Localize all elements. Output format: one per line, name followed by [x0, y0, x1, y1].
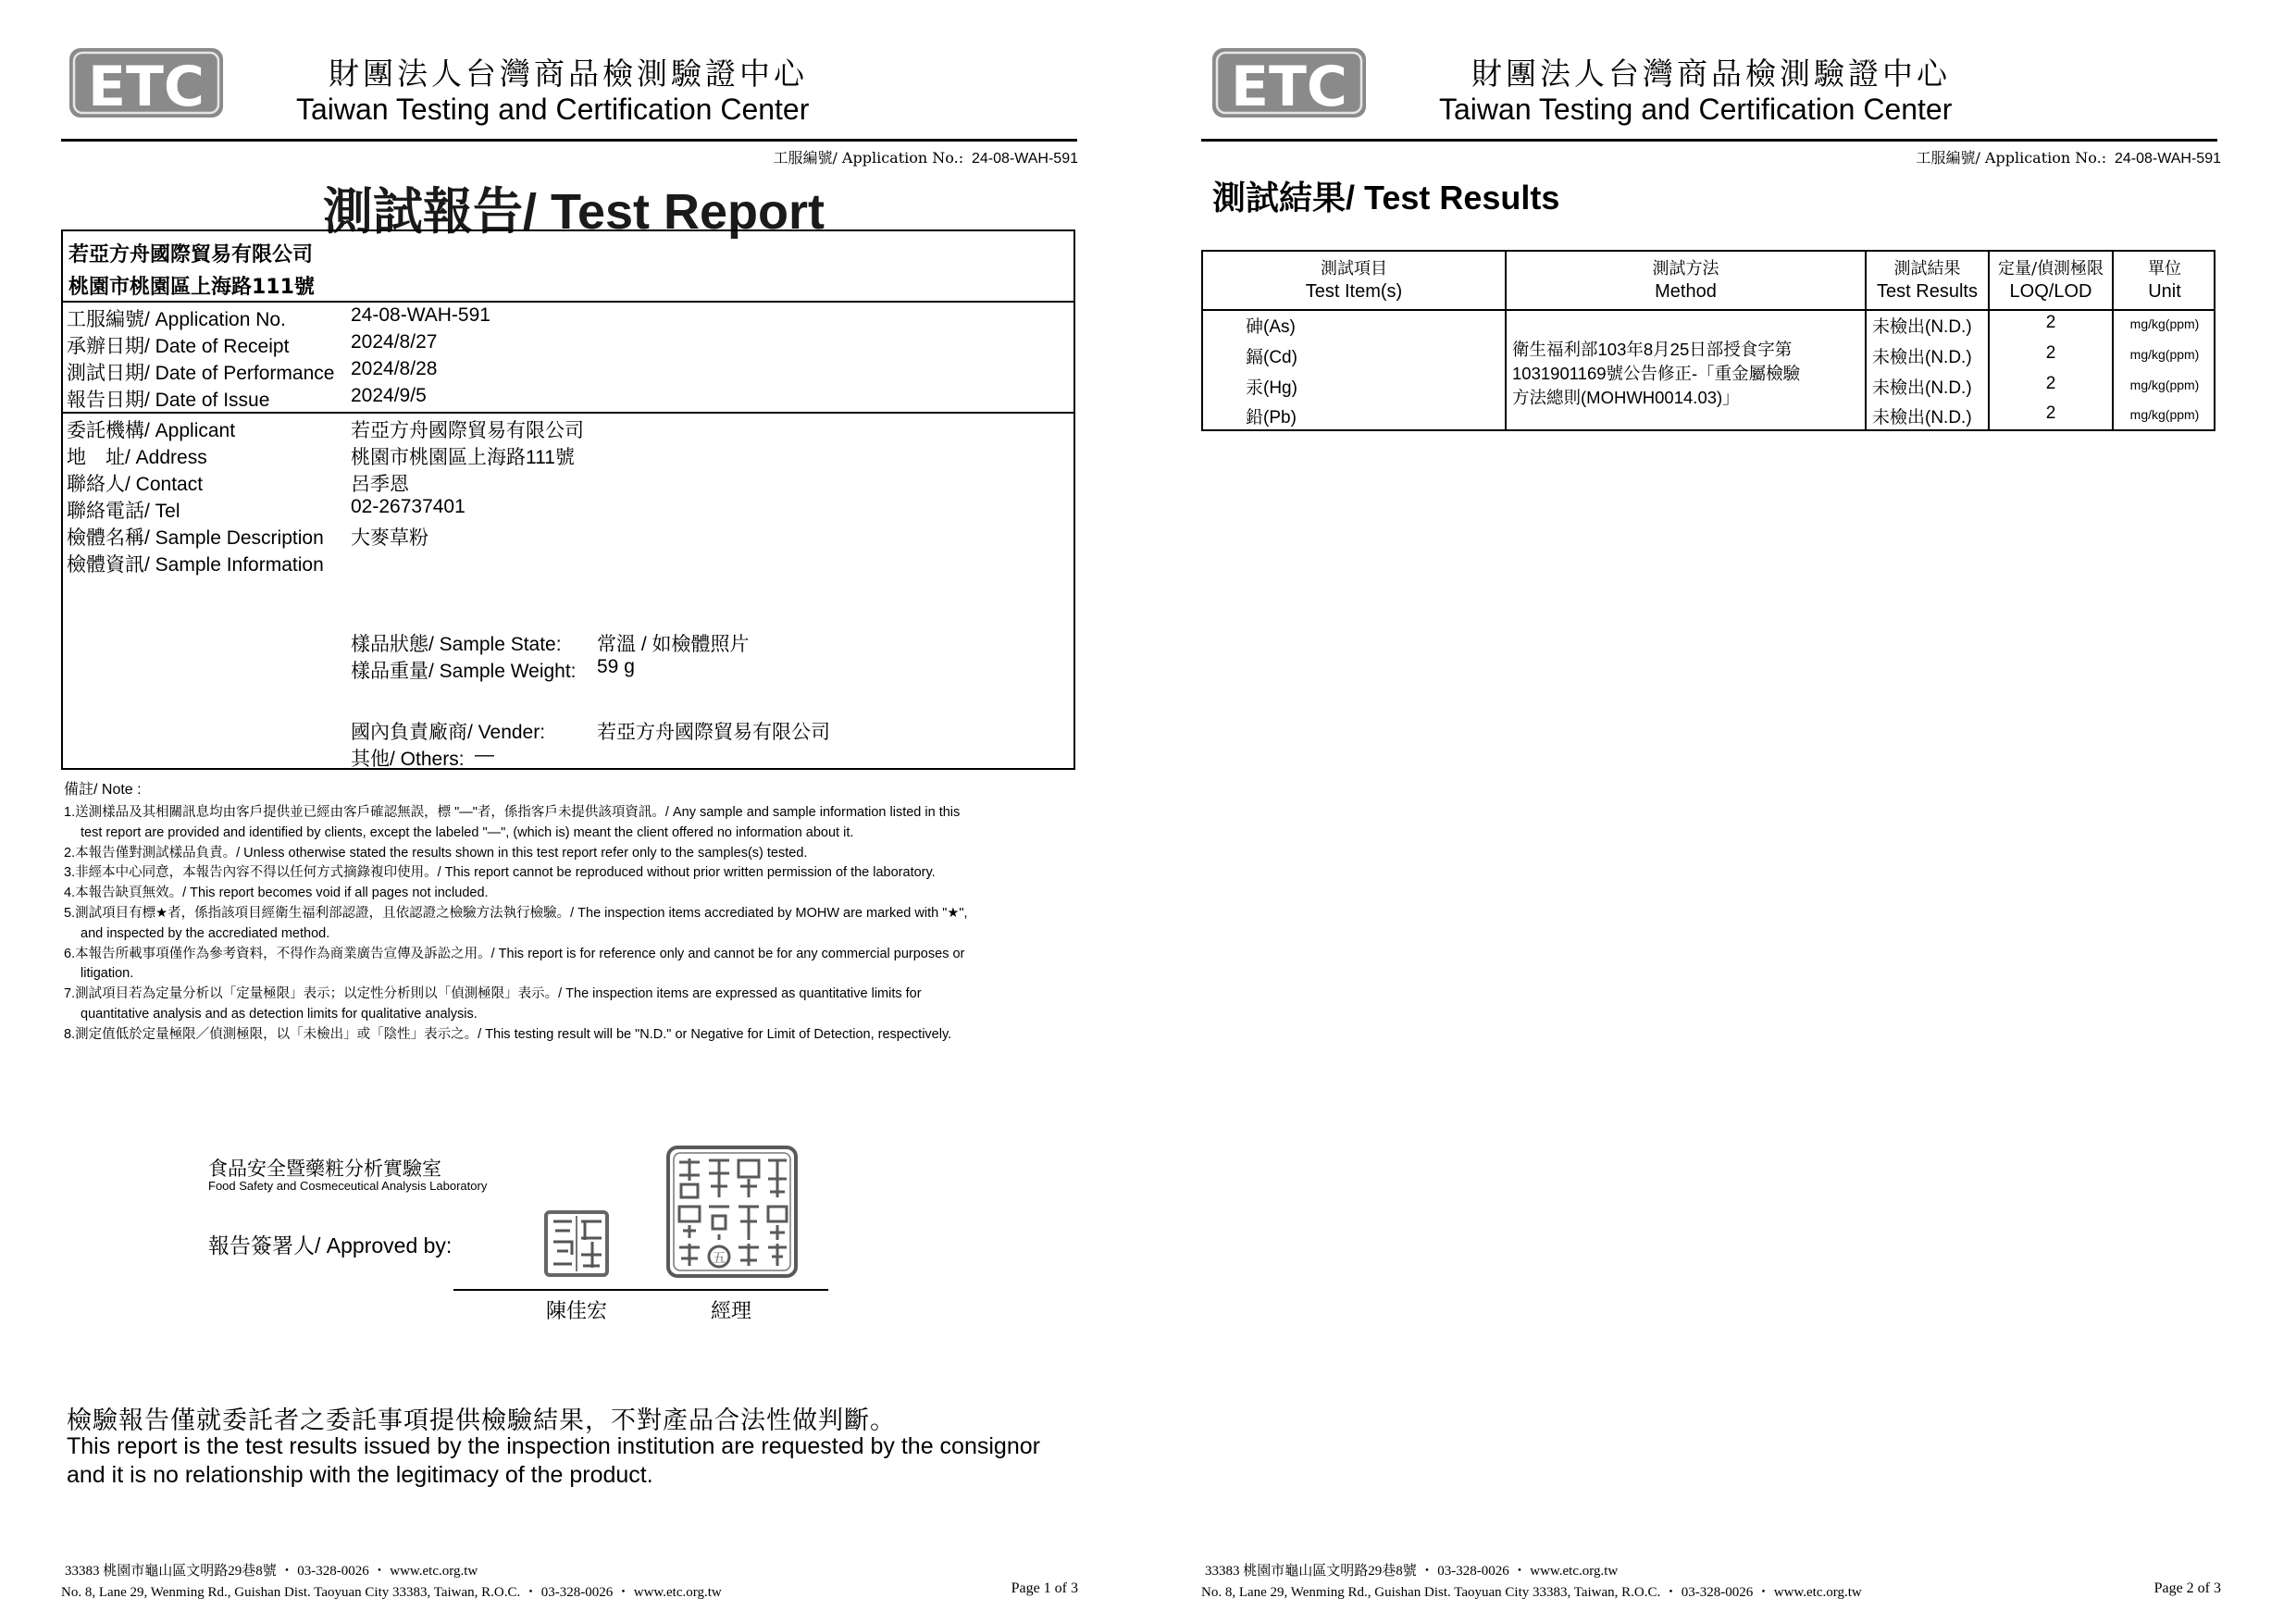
col-header-cn: 測試結果 — [1893, 259, 1961, 279]
header-rule — [61, 139, 1077, 142]
note-line: 7.測試項目若為定量分析以「定量極限」表示；以定性分析則以「偵測極限」表示。/ The inspection items are expressed as quantitative limits for — [64, 986, 922, 1002]
cell-result: 未檢出(N.D.) — [1872, 348, 1972, 367]
cell-loq: 2 — [2045, 313, 2056, 332]
field-value: 桃園市桃園區上海路111號 — [351, 447, 575, 468]
col-header-cn: 測試方法 — [1652, 259, 1719, 279]
cell-item: 汞(Hg) — [1246, 378, 1297, 398]
signer-name: 陳佳宏 — [546, 1300, 608, 1323]
page-number: Page 2 of 3 — [2153, 1580, 2221, 1596]
field-label: 測試日期/ Date of Performance — [67, 363, 335, 384]
client-address: 桃園市桃園區上海路111號 — [68, 276, 315, 299]
lab-name-en: Food Safety and Cosmeceutical Analysis Laboratory — [208, 1179, 488, 1193]
app-no-label: 工服編號/ Application No.: — [1916, 149, 2107, 167]
note-line: 4.本報告缺頁無效。/ This report becomes void if all pages not included. — [64, 886, 489, 901]
lab-name-cn: 食品安全暨藥粧分析實驗室 — [208, 1158, 441, 1180]
others-value: — — [475, 744, 494, 765]
cell-unit: mg/kg(ppm) — [2129, 378, 2200, 392]
others-label: 其他/ Others: — [351, 749, 465, 770]
field-value: 2024/8/27 — [351, 331, 438, 353]
note-line: 8.測定值低於定量極限／偵測極限，以「未檢出」或「陰性」表示之。/ This testing result will be "N.D." or Negative for Limit of Detection, respectively. — [64, 1026, 952, 1042]
method-line: 方法總則(MOHWH0014.03)」 — [1512, 388, 1740, 407]
field-label: 工服編號/ Application No. — [67, 309, 286, 330]
footer-address-en: No. 8, Lane 29, Wenming Rd., Guishan Dist. Taoyuan City 33383, Taiwan, R.O.C. ・ 03-328-0026 ・ www.etc.org.tw — [1201, 1585, 1862, 1600]
application-number — [1916, 146, 2221, 167]
disclaimer-cn: 檢驗報告僅就委託者之委託事項提供檢驗結果，不對產品合法性做判斷。 — [67, 1406, 896, 1435]
sample-state-label: 樣品狀態/ Sample State: — [351, 634, 562, 655]
report-title: 測試報告/ Test Report — [322, 184, 825, 240]
cell-result: 未檢出(N.D.) — [1872, 408, 1972, 427]
note-line: 6.本報告所載事項僅作為參考資料，不得作為商業廣告宣傳及訴訟之用。/ This report is for reference only and cannot be for any commercial purposes or — [64, 946, 965, 961]
field-label: 聯絡人/ Contact — [67, 474, 204, 495]
col-header-en: LOQ/LOD — [2009, 281, 2092, 302]
vender-value: 若亞方舟國際貿易有限公司 — [597, 722, 830, 743]
note-line: quantitative analysis and as detection limits for qualitative analysis. — [81, 1006, 478, 1022]
col-header-en: Test Results — [1877, 281, 1978, 302]
cell-unit: mg/kg(ppm) — [2129, 407, 2200, 422]
field-label: 承辦日期/ Date of Receipt — [67, 336, 290, 357]
vender-label: 國內負責廠商/ Vender: — [351, 722, 546, 743]
client-name: 若亞方舟國際貿易有限公司 — [68, 243, 314, 266]
note-line: 2.本報告僅對測試樣品負責。/ Unless otherwise stated the results shown in this test report refer only to the samples(s) tested. — [64, 845, 808, 861]
logo-text: ETC — [88, 55, 205, 118]
method-line: 衛生福利部103年8月25日部授食字第 — [1512, 340, 1793, 359]
col-header-en: Unit — [2148, 281, 2181, 302]
sample-state-value: 常溫 / 如檢體照片 — [597, 634, 750, 655]
approved-by-label: 報告簽署人/ Approved by: — [208, 1233, 453, 1258]
note-line: 3.非經本中心同意，本報告內容不得以任何方式摘錄複印使用。/ This report cannot be reproduced without prior written permission of the laboratory. — [64, 865, 936, 881]
cell-loq: 2 — [2045, 343, 2056, 363]
field-label: 聯絡電話/ Tel — [67, 501, 180, 522]
sample-weight-value: 59 g — [597, 656, 635, 677]
signature-rule — [453, 1289, 828, 1291]
application-number — [773, 146, 1078, 167]
results-table — [1201, 250, 2215, 431]
note-line: and inspected by the accrediated method. — [81, 925, 330, 941]
header-rule — [1201, 139, 2217, 142]
col-header-en: Method — [1655, 281, 1717, 302]
report-page-2 — [1148, 0, 2295, 1623]
note-line: 1.送測樣品及其相關訊息均由客戶提供並已經由客戶確認無誤，標 "—"者，係指客戶未提供該項資訊。/ Any sample and sample information listed in this — [64, 805, 961, 820]
cell-loq: 2 — [2045, 403, 2056, 423]
col-header-cn: 定量/偵測極限 — [1997, 259, 2104, 279]
org-name-cn: 財團法人台灣商品檢測驗證中心 — [1471, 56, 1951, 92]
field-label: 地 址/ Address — [67, 447, 207, 468]
results-title: 測試結果/ Test Results — [1212, 179, 1560, 217]
col-header-en: Test Item(s) — [1305, 281, 1403, 302]
method-line: 1031901169號公告修正-「重金屬檢驗 — [1512, 364, 1801, 383]
app-no-label: 工服編號/ Application No.: — [773, 149, 964, 167]
divider — [63, 301, 1074, 303]
field-label: 委託機構/ Applicant — [67, 420, 236, 441]
header-divider — [1203, 309, 2214, 311]
field-value: 呂季恩 — [351, 474, 409, 495]
svg-text:五: 五 — [713, 1251, 726, 1266]
company-seal-icon — [666, 1146, 798, 1278]
footer-address-cn: 33383 桃園市龜山區文明路29巷8號 ・ 03-328-0026 ・ www.etc.org.tw — [65, 1564, 478, 1579]
field-label: 檢體資訊/ Sample Information — [67, 554, 324, 576]
disclaimer-en-line1: This report is the test results issued by the inspection institution are requested by the consignor — [67, 1433, 1040, 1459]
col-header-cn: 單位 — [2148, 259, 2181, 279]
org-name-en: Taiwan Testing and Certification Center — [1439, 93, 1953, 126]
etc-logo — [1212, 48, 1366, 118]
cell-unit: mg/kg(ppm) — [2129, 347, 2200, 362]
divider — [63, 412, 1074, 414]
etc-logo — [69, 48, 223, 118]
cell-item: 鉛(Pb) — [1246, 408, 1297, 427]
field-value: 02-26737401 — [351, 496, 465, 517]
cell-item: 鎘(Cd) — [1246, 348, 1297, 367]
disclaimer-en-line2: and it is no relationship with the legitimacy of the product. — [67, 1462, 653, 1488]
page-number: Page 1 of 3 — [1011, 1580, 1078, 1596]
field-value: 24-08-WAH-591 — [351, 304, 490, 326]
signer-seal-icon — [544, 1210, 609, 1277]
cell-loq: 2 — [2045, 374, 2056, 393]
app-no-value: 24-08-WAH-591 — [971, 151, 1078, 167]
note-line: test report are provided and identified by clients, except the labeled "—", (which is) meant the client offered no information about it. — [81, 824, 854, 840]
field-value: 大麥草粉 — [351, 527, 428, 549]
field-label: 檢體名稱/ Sample Description — [67, 527, 324, 549]
org-name-en: Taiwan Testing and Certification Center — [296, 93, 810, 126]
notes-list — [64, 803, 1082, 1046]
report-info-box — [61, 229, 1075, 770]
field-label: 報告日期/ Date of Issue — [67, 390, 270, 411]
field-value: 若亞方舟國際貿易有限公司 — [351, 420, 584, 441]
cell-result: 未檢出(N.D.) — [1872, 378, 1972, 398]
signer-title: 經理 — [711, 1300, 752, 1323]
col-header-cn: 測試項目 — [1321, 259, 1387, 279]
field-value: 2024/9/5 — [351, 385, 427, 406]
note-line: litigation. — [81, 966, 134, 982]
note-line: 5.測試項目有標★者，係指該項目經衛生福利部認證，且依認證之檢驗方法執行檢驗。/ The inspection items accrediated by MOHW are marked with "★", — [64, 905, 968, 921]
note-title: 備註/ Note : — [64, 782, 142, 798]
footer-address-en: No. 8, Lane 29, Wenming Rd., Guishan Dist. Taoyuan City 33383, Taiwan, R.O.C. ・ 03-328-0026 ・ www.etc.org.tw — [61, 1585, 722, 1600]
sample-weight-label: 樣品重量/ Sample Weight: — [351, 661, 577, 682]
cell-item: 砷(As) — [1246, 317, 1296, 337]
cell-result: 未檢出(N.D.) — [1872, 317, 1972, 337]
field-value: 2024/8/28 — [351, 358, 438, 379]
footer-address-cn: 33383 桃園市龜山區文明路29巷8號 ・ 03-328-0026 ・ www.etc.org.tw — [1205, 1564, 1619, 1579]
org-name-cn: 財團法人台灣商品檢測驗證中心 — [329, 56, 808, 92]
logo-text: ETC — [1231, 55, 1347, 118]
app-no-value: 24-08-WAH-591 — [2114, 151, 2221, 167]
cell-unit: mg/kg(ppm) — [2129, 316, 2200, 331]
